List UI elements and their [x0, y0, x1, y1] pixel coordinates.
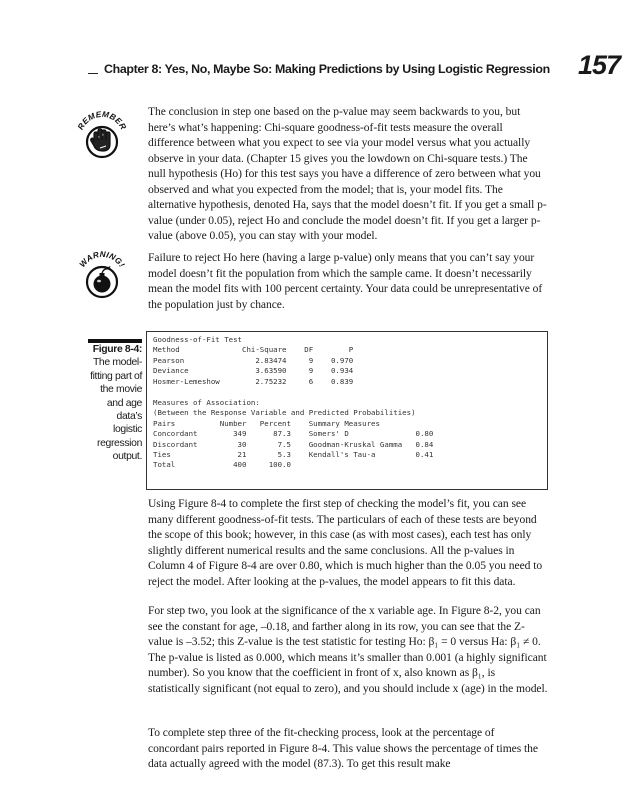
output-line: Measures of Association:	[153, 397, 260, 407]
output-line: Method Chi-Square DF P	[153, 345, 354, 355]
svg-text:WARNING!: WARNING!	[77, 249, 127, 270]
figure-caption	[88, 343, 142, 464]
warning-paragraph: Failure to reject Ho here (having a large p-value) only means that you can’t say your model doesn’t fit the population from which the sample came. It doesn’t necessarily mean the model fits with 100 percent certainty. Your data could be unrepresentative of the population just by chance.	[148, 252, 543, 311]
output-line: Pearson 2.83474 9 0.970	[153, 355, 354, 365]
output-line: Hosmer-Lemeshow 2.75232 6 0.839	[153, 376, 354, 386]
page-number: 157	[577, 50, 620, 80]
body-paragraph-3: To complete step three of the fit-checking process, look at the percentage of concordant pairs reported in Figure 8-4. This value shows the percentage of times the data actually agreed with the model (87.3). To get this result make	[148, 727, 538, 770]
body-paragraph-2: For step two, you look at the significance of the x variable age. In Figure 8-2, you can see the constant for age, –0.18, and farther along in its row, you can see that the Z-value is –3.52; this Z-value is the test statistic for testing Ho: β₁ = 0 versus Ha: β₁ ≠ 0. The p-value is listed as 0.000, which means it’s smaller than 0.001 (a highly significant number). So you know that the coefficient in front of x, also known as β₁, is statistically significant (not equal to zero), and you should include x (age) in the model.	[148, 605, 548, 695]
output-line: Deviance 3.63590 9 0.934	[153, 366, 354, 376]
body-paragraph-1: Using Figure 8-4 to complete the first step of checking the model’s fit, you can see many different goodness-of-fit tests. The particulars of each of these tests are beyond the scope of this book; however, in this case (as with most cases), each test has only slightly different numerical results and the same conclusions. All the p-values in Column 4 of Figure 8-4 are over 0.80, which is much higher than the 0.05 you need to reject the model. After looking at the p-values, the model appears to fit this data.	[148, 498, 543, 588]
warning-bomb-icon	[72, 244, 132, 304]
figure-caption-text: The model-fitting part of the movie and age data’s logistic regression output.	[90, 357, 142, 463]
output-line: (Between the Response Variable and Predicted Probabilities)	[153, 408, 416, 418]
output-line: Concordant 349 87.3 Somers' D 0.80	[153, 429, 434, 439]
svg-text:REMEMBER: REMEMBER	[76, 109, 128, 132]
remember-hand-icon	[72, 104, 132, 164]
output-line: Total 400 100.0	[153, 460, 291, 470]
figure-label: Figure 8-4:	[92, 344, 142, 355]
page-header	[88, 50, 620, 86]
output-line: Goodness-of-Fit Test	[153, 335, 242, 344]
header-rule	[88, 73, 98, 74]
output-line: Ties 21 5.3 Kendall's Tau-a 0.41	[153, 449, 434, 459]
output-line: Pairs Number Percent Summary Measures	[153, 418, 380, 428]
remember-paragraph: The conclusion in step one based on the p-value may seem backwards to you, but here’s what’s happening: Chi-square goodness-of-fit tests measure the overall difference between what you expect to see via your model versus what you actually observe in your data. (Chapter 15 gives you the lowdown on Chi-square tests.) The null hypothesis (Ho) for this test says you have a difference of zero between what you observed and what you expected from the model; that is, your model fits. The alternative hypothesis, denoted Ha, says that the model doesn’t fit. If you get a small p-value (under 0.05), reject Ho and conclude the model doesn’t fit. If you get a larger p-value (above 0.05), you can stay with your model.	[148, 106, 547, 242]
regression-output-text	[153, 335, 433, 471]
chapter-title: Chapter 8: Yes, No, Maybe So: Making Predictions by Using Logistic Regression	[104, 62, 550, 76]
regression-output-box	[146, 331, 548, 490]
output-line: Discordant 30 7.5 Goodman-Kruskal Gamma 0.84	[153, 439, 434, 449]
